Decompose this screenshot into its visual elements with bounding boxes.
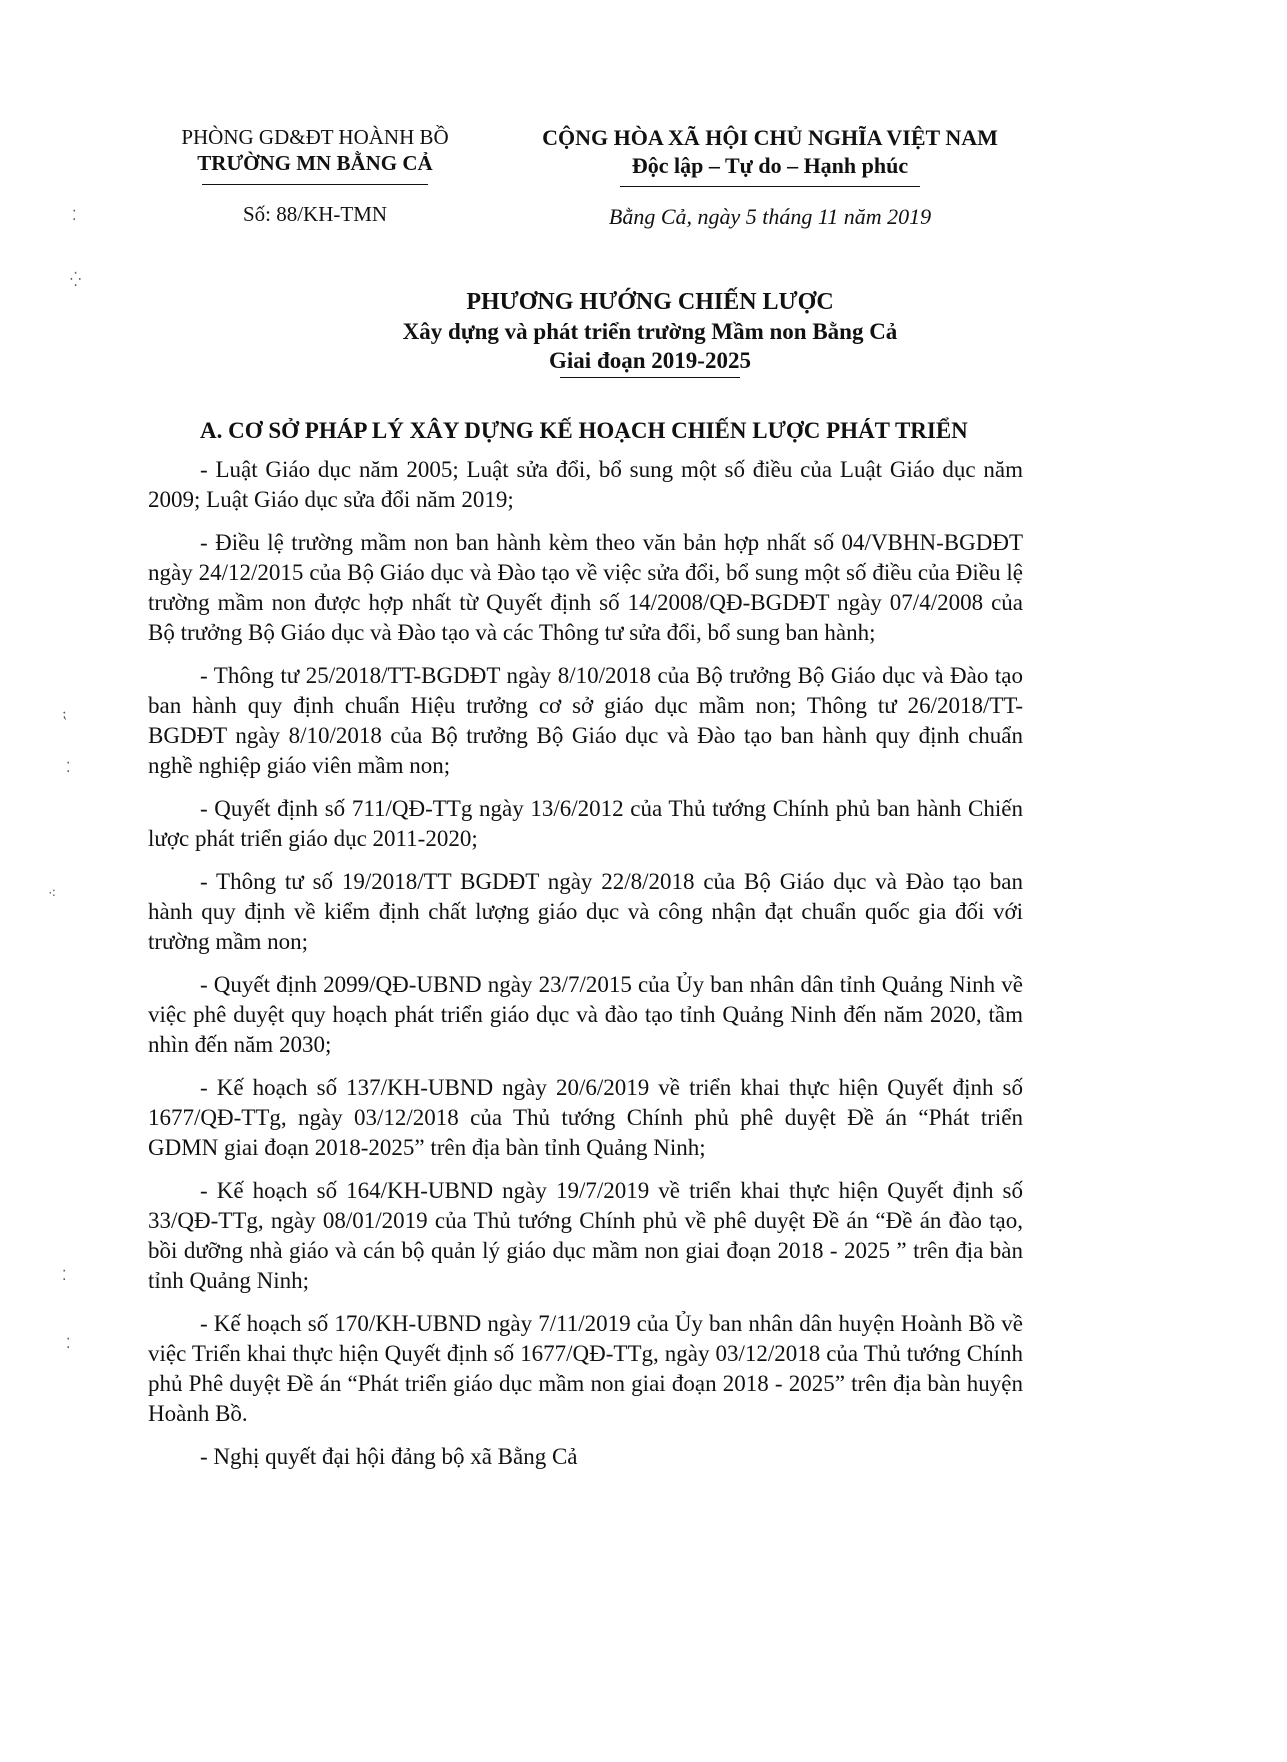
issuer-underline [202, 184, 428, 185]
scan-speck: ⁚ [66, 1337, 71, 1352]
department-name: PHÒNG GD&ĐT HOÀNH BỒ [181, 125, 449, 149]
title-underline [560, 377, 740, 378]
scan-speck: ⁚ [72, 209, 77, 224]
scan-speck: ⁛ [70, 273, 82, 288]
paragraph: - Nghị quyết đại hội đảng bộ xã Bằng Cả [200, 1444, 578, 1469]
title-line-3: Giai đoạn 2019-2025 [549, 348, 751, 373]
document-date: Bằng Cả, ngày 5 tháng 11 năm 2019 [608, 204, 932, 229]
school-name: TRƯỜNG MN BẰNG CẢ [197, 151, 433, 175]
title-line-1: PHƯƠNG HƯỚNG CHIẾN LƯỢC [466, 289, 834, 315]
scan-speck: ⁚ [66, 761, 71, 776]
paragraph: - Quyết định 2099/QĐ-UBND ngày 23/7/2015 của Ủy ban nhân dân tỉnh Quảng Ninh về việc phê duyệt quy hoạch phát triển giáo dục và đào tạo tỉnh Quảng Ninh đến năm 2020, tầm nhìn đến năm 2030; [148, 972, 1023, 1057]
paragraph: - Điều lệ trường mầm non ban hành kèm theo văn bản hợp nhất số 04/VBHN-BGDĐT ngày 24/12/2015 của Bộ Giáo dục và Đào tạo về việc sửa đổi, bổ sung một số điều của Điều lệ trường mầm non được hợp nhất từ Quyết định số 14/2008/QĐ-BGDĐT ngày 07/4/2008 của Bộ trưởng Bộ Giáo dục và Đào tạo và các Thông tư sửa đổi, bổ sung ban hành; [148, 530, 1023, 645]
nation-name: CỘNG HÒA XÃ HỘI CHỦ NGHĨA VIỆT NAM [542, 125, 998, 150]
document-title [180, 288, 1120, 378]
scan-speck: ⁏ [62, 707, 67, 722]
scan-speck: ⁖ [48, 887, 57, 902]
section-heading-a: A. CƠ SỞ PHÁP LÝ XÂY DỰNG KẾ HOẠCH CHIẾN LƯỢC PHÁT TRIỂN [200, 418, 968, 443]
issuer-block [160, 124, 470, 227]
national-block [520, 124, 1020, 231]
paragraph: - Quyết định số 711/QĐ-TTg ngày 13/6/2012 của Thủ tướng Chính phủ ban hành Chiến lược phát triển giáo dục 2011-2020; [148, 796, 1023, 851]
motto-underline [620, 186, 920, 187]
paragraph: - Thông tư số 19/2018/TT BGDĐT ngày 22/8/2018 của Bộ Giáo dục và Đào tạo ban hành quy định về kiểm định chất lượng giáo dục và công nhận đạt chuẩn quốc gia đối với trường mầm non; [148, 869, 1023, 954]
document-number: Số: 88/KH-TMN [242, 202, 388, 226]
scan-speck: ⁚ [62, 1269, 67, 1284]
document-body [148, 455, 1023, 1485]
paragraph: - Luật Giáo dục năm 2005; Luật sửa đổi, bổ sung một số điều của Luật Giáo dục năm 2009; Luật Giáo dục sửa đổi năm 2019; [148, 457, 1023, 512]
paragraph: - Kế hoạch số 164/KH-UBND ngày 19/7/2019 về triển khai thực hiện Quyết định số 33/QĐ-TTg, ngày 08/01/2019 của Thủ tướng Chính phủ về phê duyệt Đề án “Đề án đào tạo, bồi dưỡng nhà giáo và cán bộ quản lý giáo dục mầm non giai đoạn 2018 - 2025 ” trên địa bàn tỉnh Quảng Ninh; [148, 1178, 1023, 1293]
title-line-2: Xây dựng và phát triển trường Mầm non Bằng Cả [402, 319, 898, 344]
national-motto: Độc lập – Tự do – Hạnh phúc [631, 153, 909, 178]
paragraph: - Thông tư 25/2018/TT-BGDĐT ngày 8/10/2018 của Bộ trưởng Bộ Giáo dục và Đào tạo ban hành quy định chuẩn Hiệu trưởng cơ sở giáo dục mầm non; Thông tư 26/2018/TT-BGDĐT ngày 8/10/2018 của Bộ trưởng Bộ Giáo dục và Đào tạo ban hành quy định chuẩn nghề nghiệp giáo viên mầm non; [148, 663, 1023, 778]
paragraph: - Kế hoạch số 170/KH-UBND ngày 7/11/2019 của Ủy ban nhân dân huyện Hoành Bồ về việc Triển khai thực hiện Quyết định số 1677/QĐ-TTg, ngày 03/12/2018 của Thủ tướng Chính phủ Phê duyệt Đề án “Phát triển giáo dục mầm non giai đoạn 2018 - 2025” trên địa bàn huyện Hoành Bồ. [148, 1311, 1023, 1426]
paragraph: - Kế hoạch số 137/KH-UBND ngày 20/6/2019 về triển khai thực hiện Quyết định số 1677/QĐ-TTg, ngày 03/12/2018 của Thủ tướng Chính phủ phê duyệt Đề án “Phát triển GDMN giai đoạn 2018-2025” trên địa bàn tỉnh Quảng Ninh; [148, 1075, 1023, 1160]
